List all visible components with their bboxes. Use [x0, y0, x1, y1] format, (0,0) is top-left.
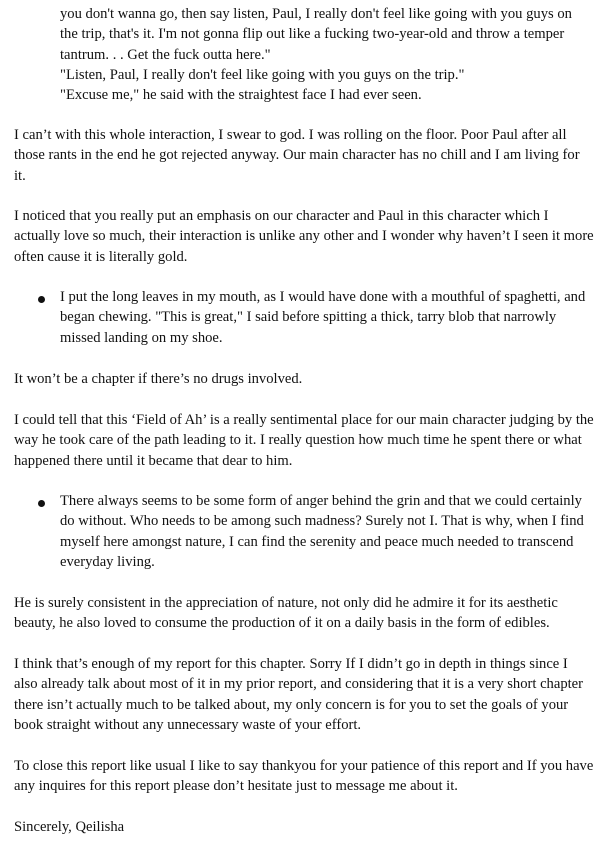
quote-line: "Excuse me," he said with the straightest face I had ever seen. [60, 87, 422, 104]
bullet-icon [38, 296, 45, 303]
paragraph: It won’t be a chapter if there’s no drugs involved. [14, 371, 303, 387]
paragraph: To close this report like usual I like to say thankyou for your patience of this report and If you have any inquires for this report please don’t hesitate just to message me about it. [14, 758, 594, 795]
quote-line: "Listen, Paul, I really don't feel like going with you guys on the trip." [60, 66, 465, 83]
paragraph: I can’t with this whole interaction, I swear to god. I was rolling on the floor. Poor Paul after all those rants in the end he got rejected anyway. Our main character has no chill and I am living for it. [14, 127, 580, 184]
signoff: Sincerely, Qeilisha [14, 819, 125, 835]
paragraph: I think that’s enough of my report for this chapter. Sorry If I didn’t go in depth in things since I also already talk about most of it in my prior report, and considering that it is a very short chapter there isn’t actually much to be talked about, my only concern is for you to set the goals of your book straight without any unnecessary waste of your effort. [14, 656, 584, 733]
bullet-quote: I put the long leaves in my mouth, as I would have done with a mouthful of spaghetti, and began chewing. "This is great," I said before spitting a thick, tarry blob that narrowly missed landing on my shoe. [60, 289, 586, 346]
bullet-icon [38, 500, 45, 507]
paragraph: I noticed that you really put an emphasis on our character and Paul in this character which I actually love so much, their interaction is unlike any other and I wonder why haven’t I seen it more often cause it is literally gold. [14, 208, 594, 265]
paragraph: He is surely consistent in the appreciation of nature, not only did he admire it for its aesthetic beauty, he also loved to consume the production of it on a daily basis in the form of edibles. [14, 595, 558, 632]
block-quote [60, 4, 580, 105]
bullet-quote: There always seems to be some form of anger behind the grin and that we could certainly do without. Who needs to be among such madness? Surely not I. That is why, when I find myself here amongst nature, I can find the serenity and peace much needed to transcend everyday living. [60, 493, 584, 570]
quote-line: you don't wanna go, then say listen, Paul, I really don't feel like going with you guys on the trip, that's it. I'm not gonna flip out like a fucking two-year-old and throw a temper tantrum. . . Get the fuck outta here." [60, 6, 572, 63]
paragraph: I could tell that this ‘Field of Ah’ is a really sentimental place for our main character judging by the way he took care of the path leading to it. I really question how much time he spent there or what happened there until it became that dear to him. [14, 412, 594, 469]
